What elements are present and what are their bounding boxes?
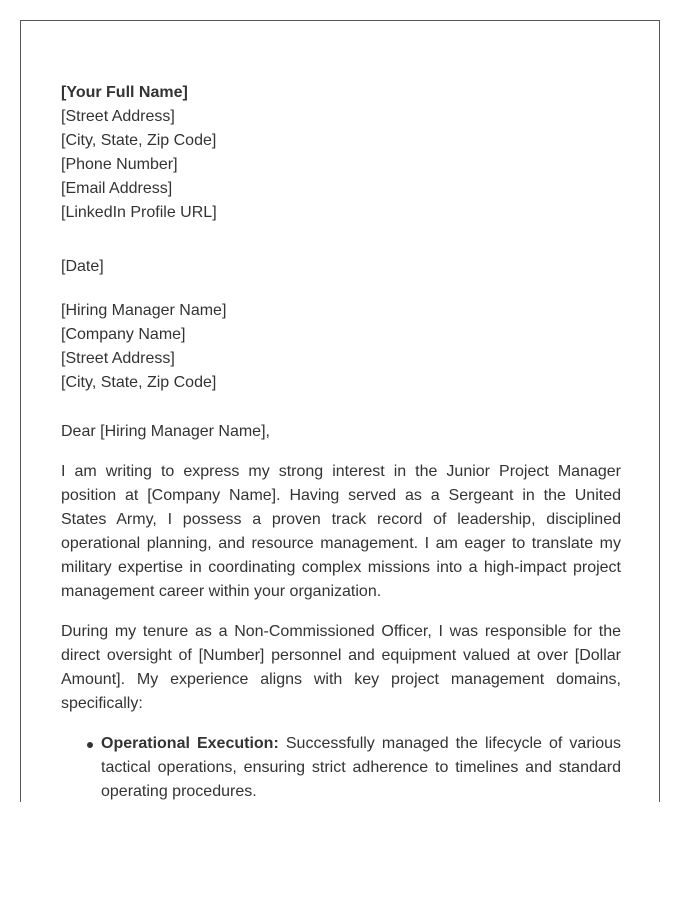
sender-name: [Your Full Name] [61,84,188,101]
sender-block [61,81,621,225]
bullet-text: Successfully managed the lifecycle of various tactical operations, ensuring strict adherence to timelines and standard operating procedures. [101,735,622,800]
sender-linkedin: [LinkedIn Profile URL] [61,204,217,221]
letter-content [61,81,621,802]
list-item [101,732,621,802]
sender-street: [Street Address] [61,108,175,125]
recipient-city: [City, State, Zip Code] [61,374,217,391]
sender-city: [City, State, Zip Code] [61,132,217,149]
bullet-title: Operational Execution: [101,735,286,752]
recipient-block [61,299,621,395]
sender-email: [Email Address] [61,180,173,197]
letter-page [20,20,660,802]
experience-list [61,732,621,802]
paragraph-experience: During my tenure as a Non-Commissioned Officer, I was responsible for the direct oversight of [Number] personnel and equipment valued at over [Dollar Amount]. My experience aligns with key project management domains, specifically: [61,623,621,712]
sender-phone: [Phone Number] [61,156,178,173]
recipient-company: [Company Name] [61,326,186,343]
salutation: Dear [Hiring Manager Name], [61,423,270,440]
date-block [61,255,621,279]
paragraph-intro: I am writing to express my strong interest in the Junior Project Manager position at [Company Name]. Having served as a Sergeant in the United States Army, I possess a proven track record of leadership, disciplined operational planning, and resource management. I am eager to translate my military expertise in coordinating complex missions into a high-impact project management career within your organization. [61,463,621,600]
letter-date: [Date] [61,258,104,275]
recipient-manager: [Hiring Manager Name] [61,302,227,319]
bullet-icon [87,742,93,748]
recipient-street: [Street Address] [61,350,175,367]
